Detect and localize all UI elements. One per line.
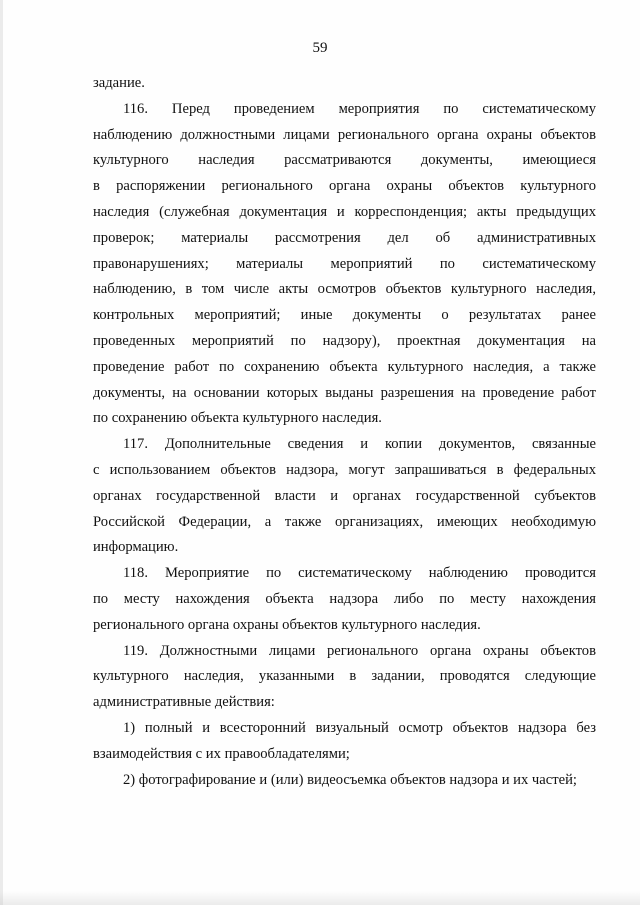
paragraph-116-line: культурного наследия рассматриваются документы, имеющиеся [93, 152, 596, 169]
paragraph-116-line: правонарушениях; материалы мероприятий по систематическому [93, 255, 596, 272]
paragraph-116-line: наблюдению должностными лицами регионального органа охраны объектов [93, 126, 596, 143]
paragraph-116-line: контрольных мероприятий; иные документы о результатах ранее [93, 307, 596, 324]
page-number: 59 [312, 40, 328, 56]
paragraph-116-line: проверок; материалы рассмотрения дел об административных [93, 229, 596, 246]
paragraph-118-line: по месту нахождения объекта надзора либо по месту нахождения [93, 590, 596, 607]
paragraph-119-line: административные действия: [93, 694, 275, 711]
paragraph-119-line: 119. Должностными лицами регионального органа охраны объектов [123, 642, 596, 659]
list-item-1-line: 1) полный и всесторонний визуальный осмотр объектов надзора без [123, 719, 596, 736]
paragraph-116-line: документы, на основании которых выданы разрешения на проведение работ [93, 384, 596, 401]
paragraph-116-line: в распоряжении регионального органа охраны объектов культурного [93, 178, 596, 195]
paragraph-118-line: регионального органа охраны объектов культурного наследия. [93, 616, 481, 633]
paragraph-116-line: проведенных мероприятий по надзору), проектная документация на [93, 332, 596, 349]
paragraph-117-line: органах государственной власти и органах государственной субъектов [93, 487, 596, 504]
paragraph-117-line: Российской Федерации, а также организациях, имеющих необходимую [93, 513, 596, 530]
list-item-1-line: взаимодействия с их правообладателями; [93, 745, 350, 762]
paragraph-116-line: наблюдению, в том числе акты осмотров объектов культурного наследия, [93, 281, 596, 298]
document-body [93, 71, 596, 793]
list-item-2-line: 2) фотографирование и (или) видеосъемка объектов надзора и их частей; [123, 771, 577, 788]
scan-left-edge [0, 0, 3, 905]
paragraph-117-line: с использованием объектов надзора, могут запрашиваться в федеральных [93, 461, 596, 478]
paragraph-118-line: 118. Мероприятие по систематическому наблюдению проводится [123, 565, 596, 582]
scan-bottom-edge [0, 891, 640, 905]
paragraph-116-line: по сохранению объекта культурного наследия. [93, 410, 382, 427]
paragraph-117-line: 117. Дополнительные сведения и копии документов, связанные [123, 436, 596, 453]
paragraph-119-line: культурного наследия, указанными в задании, проводятся следующие [93, 668, 596, 685]
paragraph-116-line: проведение работ по сохранению объекта культурного наследия, а также [93, 358, 596, 375]
paragraph-117-line: информацию. [93, 539, 179, 556]
paragraph-116-line: 116. Перед проведением мероприятия по систематическому [123, 100, 596, 117]
text-line: задание. [93, 75, 145, 91]
paragraph-116-line: наследия (служебная документация и корреспонденция; акты предыдущих [93, 203, 596, 220]
